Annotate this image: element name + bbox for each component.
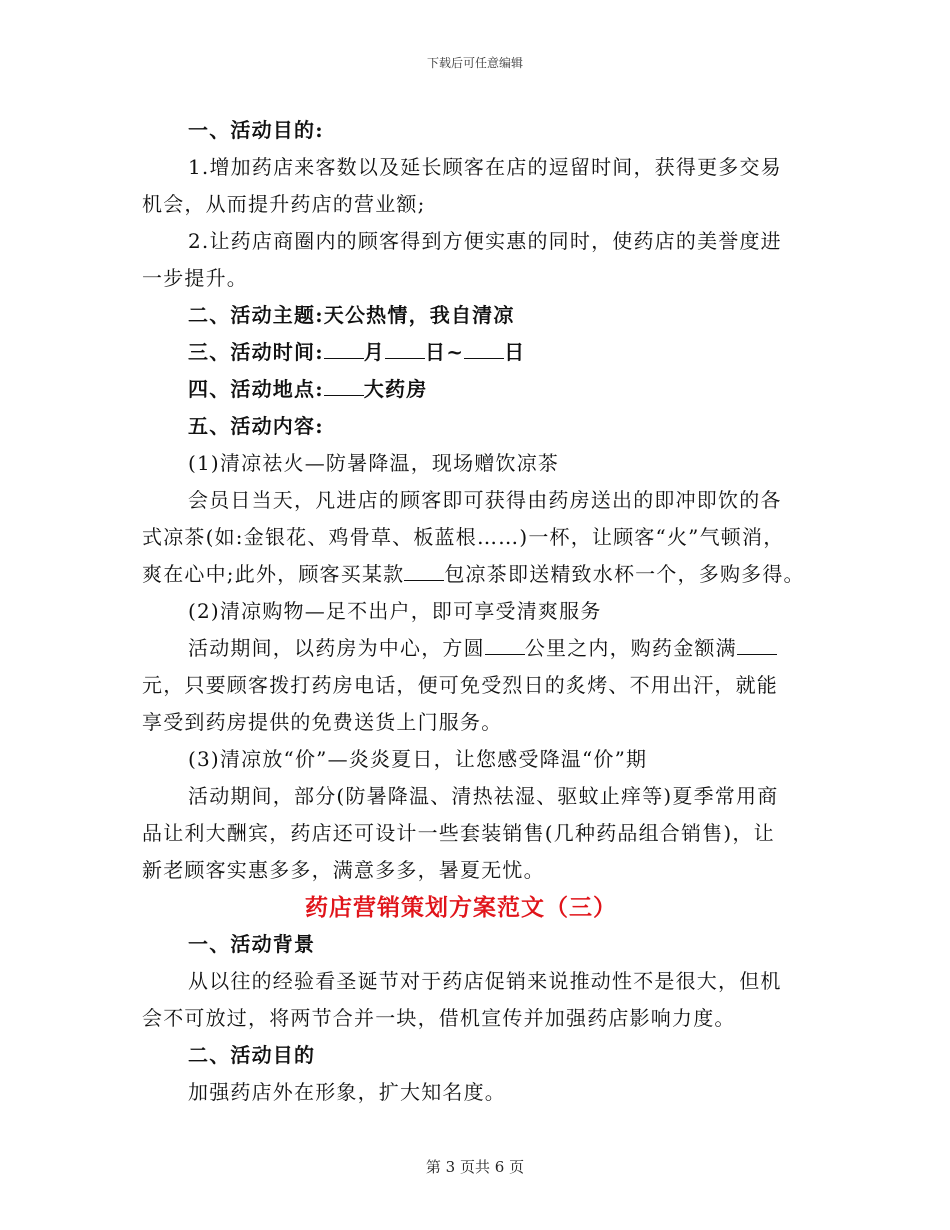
subheading-line: (3)清凉放“价”—炎炎夏日，让您感受降温“价”期 <box>188 747 648 771</box>
blank-field <box>385 340 425 359</box>
day-label-end: 日 <box>504 340 526 364</box>
section-heading-content: 五、活动内容: <box>188 414 324 438</box>
text-segment: 爽在心中;此外，顾客买某款 <box>142 562 405 586</box>
paragraph-line: 1.增加药店来客数以及延长顾客在店的逗留时间，获得更多交易 <box>188 155 782 179</box>
blank-field <box>324 377 364 396</box>
paragraph-line: 会员日当天，凡进店的顾客即可获得由药房送出的即冲即饮的各 <box>188 488 782 512</box>
day-label: 日~ <box>425 340 465 364</box>
section-heading-time <box>142 334 810 371</box>
paragraph-line: 机会，从而提升药店的营业额; <box>142 192 426 216</box>
paragraph-line: 从以往的经验看圣诞节对于药店促销来说推动性不是很大，但机 <box>188 969 782 993</box>
pharmacy-name: 大药房 <box>363 377 428 401</box>
blank-field <box>404 562 444 581</box>
page-footer: 第 3 页共 6 页 <box>425 1158 525 1176</box>
paragraph-line: 元，只要顾客拨打药房电话，便可免受烈日的炙烤、不用出汗，就能 <box>142 673 778 697</box>
paragraph-line: 一步提升。 <box>142 266 248 290</box>
blank-field <box>737 636 777 655</box>
text-segment: 公里之内，购药金额满 <box>524 636 737 660</box>
document-body <box>142 112 810 1111</box>
month-label: 月 <box>363 340 385 364</box>
text-segment: 活动期间，以药房为中心，方圆 <box>188 636 485 660</box>
section-heading-objectives: 一、活动目的: <box>188 118 324 142</box>
paragraph-line: 式凉茶(如:金银花、鸡骨草、板蓝根……)一杯，让顾客“火”气顿消， <box>142 525 785 549</box>
blank-field <box>464 340 504 359</box>
section-heading-location <box>142 371 810 408</box>
blank-field <box>324 340 364 359</box>
text-segment: 包凉茶即送精致水杯一个，多购多得。 <box>444 562 805 586</box>
paragraph-line: 品让利大酬宾，药店还可设计一些套装销售(几种药品组合销售)，让 <box>142 821 775 845</box>
header-note: 下载后可任意编辑 <box>426 56 523 70</box>
paragraph-line: 新老顾客实惠多多，满意多多，暑夏无忧。 <box>142 858 545 882</box>
paragraph-line: 享受到药房提供的免费送货上门服务。 <box>142 710 503 734</box>
section-heading-objectives-2: 二、活动目的 <box>188 1043 316 1067</box>
section-heading-background: 一、活动背景 <box>188 932 316 956</box>
blank-field <box>485 636 525 655</box>
paragraph-line <box>142 630 810 667</box>
paragraph-line: 加强药店外在形象，扩大知名度。 <box>188 1080 506 1104</box>
time-label: 三、活动时间: <box>188 340 324 364</box>
location-label: 四、活动地点: <box>188 377 324 401</box>
paragraph-line: 活动期间，部分(防暑降温、清热祛湿、驱蚊止痒等)夏季常用商 <box>188 784 779 808</box>
paragraph-line <box>142 556 810 593</box>
paragraph-line: 2.让药店商圈内的顾客得到方便实惠的同时，使药店的美誉度进 <box>188 229 782 253</box>
subheading-line: (1)清凉祛火—防暑降温，现场赠饮凉茶 <box>188 451 560 475</box>
paragraph-line: 会不可放过，将两节合并一块，借机宣传并加强药店影响力度。 <box>142 1006 736 1030</box>
section-title: 药店营销策划方案范文（三） <box>305 894 617 921</box>
subheading-line: (2)清凉购物—足不出户，即可享受清爽服务 <box>188 599 602 623</box>
section-heading-theme: 二、活动主题:天公热情，我自清凉 <box>188 303 515 327</box>
